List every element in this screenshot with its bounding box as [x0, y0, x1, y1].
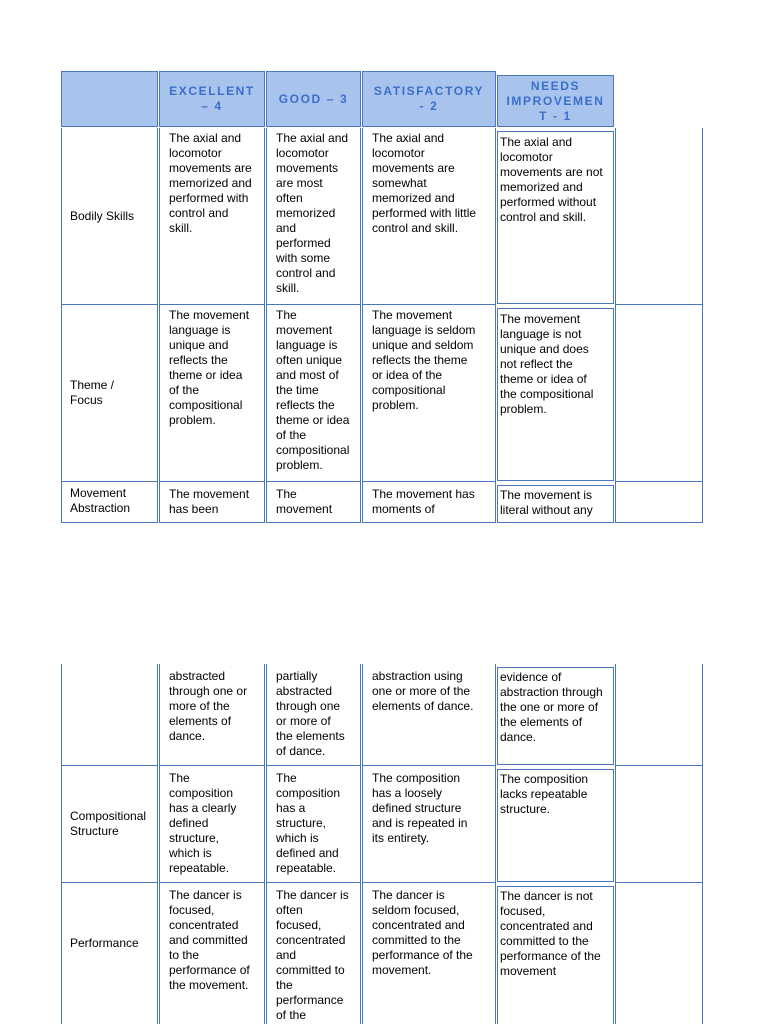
- cell-abstraction-excellent-top: The movement has been: [159, 482, 265, 523]
- cell-abstraction-needs-top: The movement is literal without any: [497, 485, 614, 523]
- header-good-text: GOOD – 3: [278, 91, 349, 106]
- cell-performance-needs: The dancer is not focused, concentrated and committed to the performance of the movement: [497, 886, 614, 1024]
- header-corner-cell: [61, 71, 158, 127]
- cell-performance-satisfactory: The dancer is seldom focused, concentrated and committed to the performance of the movement.: [362, 883, 496, 1024]
- cell-theme-satisfactory: The movement language is seldom unique and seldom reflects the theme or idea of the compositional problem.: [362, 305, 496, 482]
- header-excellent-text: EXCELLENT – 4: [169, 84, 255, 113]
- cell-structure-satisfactory: The composition has a loosely defined structure and is repeated in its entirety.: [362, 766, 496, 883]
- header-satisfactory: [362, 71, 496, 127]
- cell-performance-extra: [615, 883, 703, 1024]
- cell-structure-extra: [615, 766, 703, 883]
- cell-abstraction-label-continued: [61, 664, 158, 766]
- row-label-performance: Performance: [61, 883, 158, 1024]
- cell-abstraction-satisfactory-top: The movement has moments of: [362, 482, 496, 523]
- cell-abstraction-good-top: The movement: [266, 482, 361, 523]
- cell-bodily-excellent: The axial and locomotor movements are memorized and performed with control and skill.: [159, 128, 265, 305]
- row-label-compositional-structure: Compositional Structure: [61, 766, 158, 883]
- cell-structure-good: The composition has a structure, which is defined and repeatable.: [266, 766, 361, 883]
- row-label-movement-abstraction: Movement Abstraction: [61, 482, 158, 523]
- cell-theme-good: The movement language is often unique and most of the time reflects the theme or idea of the compositional problem.: [266, 305, 361, 482]
- header-satisfactory-text: SATISFACTORY - 2: [373, 84, 485, 113]
- cell-bodily-extra: [615, 128, 703, 305]
- header-good: [266, 71, 361, 127]
- row-label-theme-focus: Theme / Focus: [61, 305, 158, 482]
- cell-bodily-needs: The axial and locomotor movements are not memorized and performed without control and skill.: [497, 131, 614, 304]
- cell-performance-excellent: The dancer is focused, concentrated and committed to the performance of the movement.: [159, 883, 265, 1024]
- cell-abstraction-good-bottom: partially abstracted through one or more of the elements of dance.: [266, 664, 361, 766]
- cell-bodily-satisfactory: The axial and locomotor movements are somewhat memorized and performed with little control and skill.: [362, 128, 496, 305]
- cell-abstraction-extra-bottom: [615, 664, 703, 766]
- cell-abstraction-extra-top: [615, 482, 703, 523]
- cell-abstraction-excellent-bottom: abstracted through one or more of the elements of dance.: [159, 664, 265, 766]
- header-excellent: [159, 71, 265, 127]
- cell-abstraction-needs-bottom: evidence of abstraction through the one or more of the elements of dance.: [497, 667, 614, 765]
- header-needs-improvement-text: NEEDS IMPROVEMEN T - 1: [506, 78, 605, 123]
- cell-abstraction-satisfactory-bottom: abstraction using one or more of the elements of dance.: [362, 664, 496, 766]
- cell-theme-extra: [615, 305, 703, 482]
- cell-structure-needs: The composition lacks repeatable structure.: [497, 769, 614, 882]
- cell-theme-excellent: The movement language is unique and reflects the theme or idea of the compositional problem.: [159, 305, 265, 482]
- row-label-bodily-skills: Bodily Skills: [61, 128, 158, 305]
- header-needs-improvement: [497, 75, 614, 127]
- cell-theme-needs: The movement language is not unique and does not reflect the theme or idea of the compositional problem.: [497, 308, 614, 481]
- cell-structure-excellent: The composition has a clearly defined structure, which is repeatable.: [159, 766, 265, 883]
- cell-bodily-good: The axial and locomotor movements are most often memorized and performed with some control and skill.: [266, 128, 361, 305]
- cell-performance-good: The dancer is often focused, concentrated and committed to the performance of the: [266, 883, 361, 1024]
